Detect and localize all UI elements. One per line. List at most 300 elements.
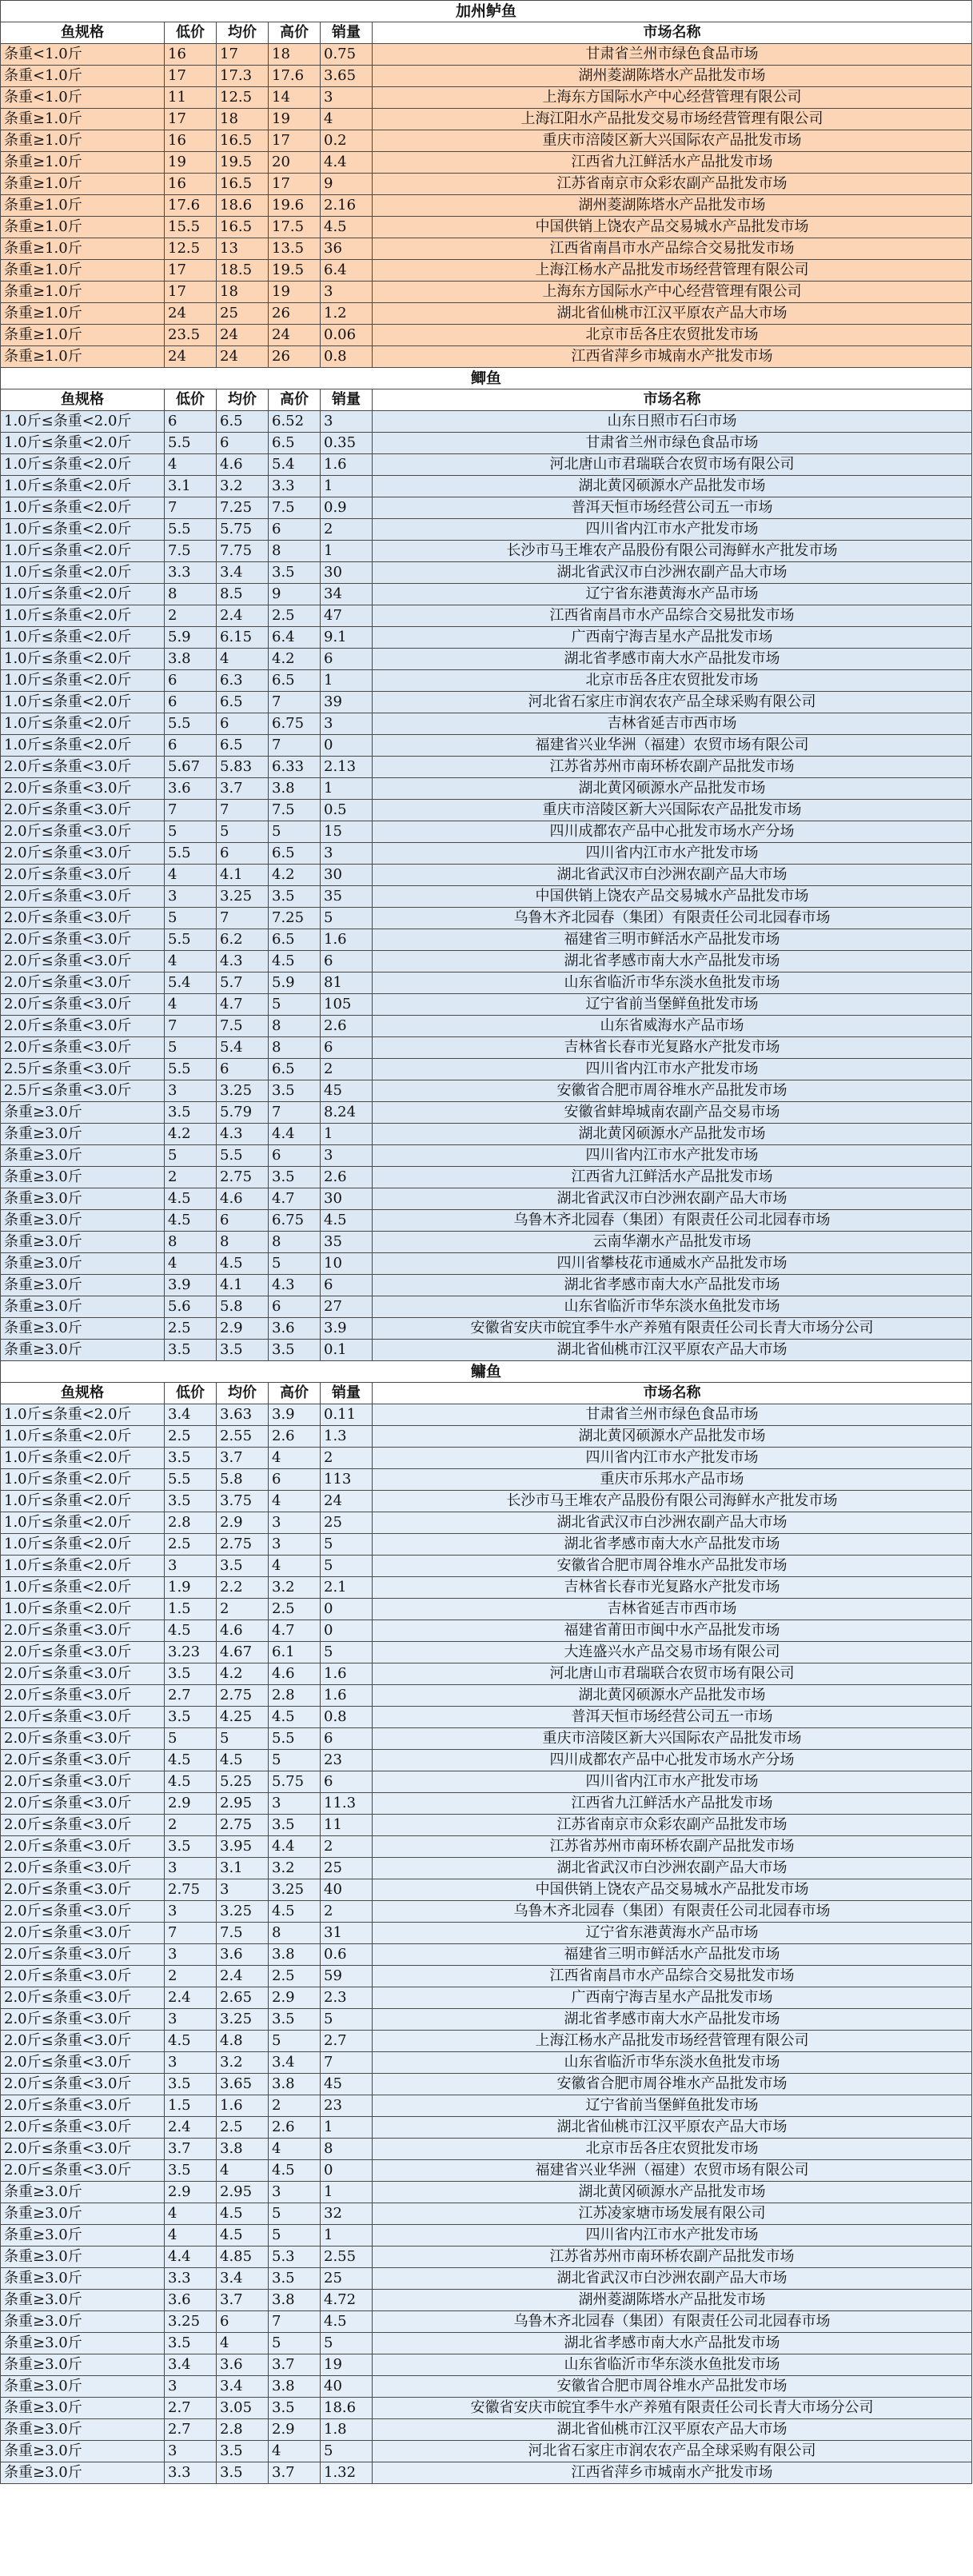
table-row [1, 2311, 972, 2333]
cell-low: 3.3 [165, 2462, 217, 2484]
cell-low: 3 [165, 2009, 217, 2031]
cell-avg: 5.79 [217, 1102, 269, 1124]
cell-low: 5.5 [165, 1059, 217, 1080]
cell-low: 3.1 [165, 476, 217, 497]
cell-spec: 条重≥3.0斤 [1, 1210, 165, 1232]
section-title: 鳙鱼 [1, 1361, 972, 1383]
table-row [1, 2225, 972, 2247]
header-vol: 销量 [321, 1383, 373, 1404]
cell-low: 4.5 [165, 1188, 217, 1210]
cell-avg: 4.67 [217, 1642, 269, 1663]
header-vol: 销量 [321, 22, 373, 44]
cell-avg: 3 [217, 1879, 269, 1901]
cell-spec: 2.0斤≤条重<3.0斤 [1, 1685, 165, 1707]
cell-market: 安徽省合肥市周谷堆水产品批发市场 [373, 2376, 972, 2398]
cell-market: 山东省临沂市华东淡水鱼批发市场 [373, 1296, 972, 1318]
cell-spec: 2.5斤≤条重<3.0斤 [1, 1080, 165, 1102]
cell-low: 17 [165, 260, 217, 282]
cell-avg: 3.5 [217, 2462, 269, 2484]
cell-vol: 2 [321, 1901, 373, 1923]
cell-low: 3.9 [165, 1275, 217, 1296]
table-row [1, 2095, 972, 2117]
cell-market: 乌鲁木齐北园春（集团）有限责任公司北园春市场 [373, 908, 972, 929]
section-title-row [1, 368, 972, 389]
cell-low: 3.6 [165, 2290, 217, 2311]
cell-market: 江西省九江鲜活水产品批发市场 [373, 1167, 972, 1188]
cell-high: 7 [269, 2311, 321, 2333]
cell-spec: 1.0斤≤条重<2.0斤 [1, 605, 165, 627]
cell-spec: 条重<1.0斤 [1, 87, 165, 109]
table-row [1, 1253, 972, 1275]
cell-spec: 1.0斤≤条重<2.0斤 [1, 713, 165, 735]
cell-spec: 1.0斤≤条重<2.0斤 [1, 1404, 165, 1426]
table-row [1, 1167, 972, 1188]
cell-avg: 1.6 [217, 2095, 269, 2117]
cell-low: 3 [165, 2441, 217, 2462]
cell-avg: 19.5 [217, 152, 269, 174]
cell-high: 8 [269, 1232, 321, 1253]
header-high: 高价 [269, 389, 321, 411]
cell-spec: 1.0斤≤条重<2.0斤 [1, 1556, 165, 1577]
cell-low: 6 [165, 692, 217, 713]
cell-market: 长沙市马王堆农产品股份有限公司海鲜水产批发市场 [373, 541, 972, 562]
cell-low: 2.7 [165, 2398, 217, 2419]
cell-avg: 16.5 [217, 174, 269, 195]
cell-high: 3.7 [269, 2354, 321, 2376]
cell-avg: 3.05 [217, 2398, 269, 2419]
table-row [1, 1685, 972, 1707]
cell-vol: 35 [321, 1232, 373, 1253]
table-row [1, 1556, 972, 1577]
cell-high: 6.52 [269, 411, 321, 433]
table-row [1, 1577, 972, 1599]
cell-vol: 7 [321, 2052, 373, 2074]
cell-avg: 4.2 [217, 1663, 269, 1685]
cell-market: 中国供销上饶农产品交易城水产品批发市场 [373, 886, 972, 908]
cell-avg: 4.6 [217, 1620, 269, 1642]
cell-market: 辽宁省东港黄海水产品市场 [373, 584, 972, 605]
cell-market: 江西省南昌市水产品综合交易批发市场 [373, 1966, 972, 1987]
cell-avg: 7 [217, 800, 269, 821]
cell-spec: 1.0斤≤条重<2.0斤 [1, 692, 165, 713]
table-row [1, 238, 972, 260]
table-row [1, 303, 972, 325]
cell-high: 3 [269, 1512, 321, 1534]
cell-vol: 1.6 [321, 454, 373, 476]
table-row [1, 174, 972, 195]
cell-avg: 4 [217, 2160, 269, 2182]
cell-vol: 5 [321, 2441, 373, 2462]
cell-high: 7 [269, 735, 321, 757]
cell-low: 4.4 [165, 2247, 217, 2268]
table-row [1, 562, 972, 584]
cell-market: 福建省莆田市闽中水产品批发市场 [373, 1620, 972, 1642]
cell-high: 6 [269, 1145, 321, 1167]
cell-vol: 45 [321, 1080, 373, 1102]
cell-high: 19.6 [269, 195, 321, 217]
cell-avg: 7.5 [217, 1923, 269, 1944]
cell-market: 重庆市涪陵区新大兴国际农产品批发市场 [373, 1728, 972, 1750]
cell-market: 上海江阳水产品批发交易市场经营管理有限公司 [373, 109, 972, 130]
cell-avg: 4 [217, 2333, 269, 2354]
cell-avg: 2.95 [217, 1793, 269, 1815]
cell-low: 3 [165, 1858, 217, 1879]
table-row [1, 1858, 972, 1879]
cell-market: 湖北黄冈硕源水产品批发市场 [373, 778, 972, 800]
cell-high: 20 [269, 152, 321, 174]
cell-vol: 5 [321, 1642, 373, 1663]
table-row [1, 454, 972, 476]
cell-vol: 4.72 [321, 2290, 373, 2311]
cell-high: 4.2 [269, 865, 321, 886]
cell-spec: 条重≥3.0斤 [1, 1232, 165, 1253]
cell-high: 26 [269, 346, 321, 368]
table-row [1, 1879, 972, 1901]
header-market: 市场名称 [373, 1383, 972, 1404]
cell-avg: 6.2 [217, 929, 269, 951]
cell-high: 3.8 [269, 2290, 321, 2311]
cell-low: 5.67 [165, 757, 217, 778]
cell-market: 湖北省武汉市白沙洲农副产品大市场 [373, 865, 972, 886]
cell-high: 3 [269, 1793, 321, 1815]
cell-high: 8 [269, 1923, 321, 1944]
cell-vol: 25 [321, 1512, 373, 1534]
cell-vol: 1.6 [321, 929, 373, 951]
cell-spec: 1.0斤≤条重<2.0斤 [1, 1448, 165, 1469]
cell-low: 2.4 [165, 2117, 217, 2139]
cell-spec: 2.0斤≤条重<3.0斤 [1, 1858, 165, 1879]
cell-market: 山东日照市石臼市场 [373, 411, 972, 433]
cell-vol: 5 [321, 2009, 373, 2031]
cell-high: 4.5 [269, 951, 321, 972]
cell-market: 中国供销上饶农产品交易城水产品批发市场 [373, 217, 972, 238]
table-row [1, 541, 972, 562]
cell-vol: 4.5 [321, 217, 373, 238]
cell-spec: 条重<1.0斤 [1, 66, 165, 87]
cell-high: 3.5 [269, 1815, 321, 1836]
cell-high: 6.5 [269, 433, 321, 454]
cell-avg: 3.65 [217, 2074, 269, 2095]
cell-avg: 4.5 [217, 2203, 269, 2225]
cell-high: 6 [269, 519, 321, 541]
cell-high: 4 [269, 2441, 321, 2462]
cell-vol: 2 [321, 1448, 373, 1469]
cell-high: 4.7 [269, 1620, 321, 1642]
cell-low: 3.5 [165, 2074, 217, 2095]
cell-vol: 113 [321, 1469, 373, 1491]
cell-low: 3 [165, 2376, 217, 2398]
cell-high: 18 [269, 44, 321, 66]
cell-market: 福建省三明市鲜活水产品批发市场 [373, 1944, 972, 1966]
cell-spec: 2.0斤≤条重<3.0斤 [1, 972, 165, 994]
table-row [1, 2290, 972, 2311]
cell-low: 3.5 [165, 1448, 217, 1469]
cell-vol: 0.6 [321, 1944, 373, 1966]
cell-market: 安徽省合肥市周谷堆水产品批发市场 [373, 1556, 972, 1577]
cell-avg: 2.9 [217, 1512, 269, 1534]
cell-avg: 8.5 [217, 584, 269, 605]
cell-market: 上海东方国际水产中心经营管理有限公司 [373, 282, 972, 303]
cell-avg: 3.8 [217, 2139, 269, 2160]
cell-vol: 0.8 [321, 346, 373, 368]
cell-market: 甘肃省兰州市绿色食品市场 [373, 433, 972, 454]
table-row [1, 476, 972, 497]
cell-spec: 2.0斤≤条重<3.0斤 [1, 1016, 165, 1037]
cell-market: 山东省威海水产品市场 [373, 1016, 972, 1037]
cell-vol: 2.16 [321, 195, 373, 217]
cell-market: 四川省内江市水产批发市场 [373, 519, 972, 541]
cell-market: 四川成都农产品中心批发市场水产分场 [373, 821, 972, 843]
cell-avg: 3.5 [217, 1340, 269, 1361]
cell-high: 17.6 [269, 66, 321, 87]
cell-avg: 4.1 [217, 1275, 269, 1296]
cell-vol: 1.6 [321, 1685, 373, 1707]
cell-avg: 5.75 [217, 519, 269, 541]
cell-market: 湖州菱湖陈塔水产品批发市场 [373, 66, 972, 87]
cell-low: 4 [165, 951, 217, 972]
cell-low: 3 [165, 1901, 217, 1923]
cell-low: 3 [165, 1556, 217, 1577]
cell-vol: 32 [321, 2203, 373, 2225]
cell-vol: 2.7 [321, 2031, 373, 2052]
cell-spec: 2.0斤≤条重<3.0斤 [1, 1707, 165, 1728]
cell-market: 湖北省孝感市南大水产品批发市场 [373, 1534, 972, 1556]
cell-market: 四川省内江市水产批发市场 [373, 1145, 972, 1167]
cell-high: 3.8 [269, 2074, 321, 2095]
table-row [1, 1404, 972, 1426]
cell-high: 4 [269, 2139, 321, 2160]
cell-low: 5 [165, 1728, 217, 1750]
cell-vol: 2.6 [321, 1167, 373, 1188]
cell-high: 3.8 [269, 2376, 321, 2398]
cell-market: 四川省内江市水产批发市场 [373, 843, 972, 865]
cell-avg: 4.5 [217, 1253, 269, 1275]
cell-avg: 3.4 [217, 2376, 269, 2398]
cell-market: 湖北省仙桃市江汉平原农产品大市场 [373, 1340, 972, 1361]
table-row [1, 1728, 972, 1750]
cell-market: 河北唐山市君瑞联合农贸市场有限公司 [373, 454, 972, 476]
cell-high: 3.5 [269, 2268, 321, 2290]
cell-spec: 2.0斤≤条重<3.0斤 [1, 2160, 165, 2182]
cell-high: 3.2 [269, 1577, 321, 1599]
cell-high: 7 [269, 1102, 321, 1124]
cell-avg: 3.4 [217, 562, 269, 584]
cell-high: 6.5 [269, 670, 321, 692]
cell-vol: 6.4 [321, 260, 373, 282]
cell-high: 7.5 [269, 497, 321, 519]
cell-market: 江苏省苏州市南环桥农副产品批发市场 [373, 1836, 972, 1858]
cell-vol: 34 [321, 584, 373, 605]
cell-avg: 3.25 [217, 886, 269, 908]
cell-avg: 5.4 [217, 1037, 269, 1059]
cell-low: 15.5 [165, 217, 217, 238]
cell-market: 江西省萍乡市城南水产批发市场 [373, 2462, 972, 2484]
cell-market: 重庆市乐邦水产品市场 [373, 1469, 972, 1491]
cell-spec: 2.0斤≤条重<3.0斤 [1, 1037, 165, 1059]
cell-low: 2.8 [165, 1512, 217, 1534]
cell-avg: 3.6 [217, 1944, 269, 1966]
section-title: 加州鲈鱼 [1, 1, 972, 22]
table-row [1, 433, 972, 454]
cell-spec: 条重≥3.0斤 [1, 1296, 165, 1318]
cell-vol: 18.6 [321, 2398, 373, 2419]
table-row [1, 1987, 972, 2009]
cell-low: 3.23 [165, 1642, 217, 1663]
table-row [1, 1901, 972, 1923]
cell-vol: 1 [321, 476, 373, 497]
cell-low: 2 [165, 1966, 217, 1987]
cell-vol: 0 [321, 735, 373, 757]
table-row [1, 2052, 972, 2074]
cell-vol: 45 [321, 2074, 373, 2095]
cell-spec: 1.0斤≤条重<2.0斤 [1, 735, 165, 757]
cell-avg: 6 [217, 1059, 269, 1080]
cell-low: 3.5 [165, 1102, 217, 1124]
cell-spec: 1.0斤≤条重<2.0斤 [1, 1469, 165, 1491]
cell-low: 3 [165, 2052, 217, 2074]
cell-low: 1.5 [165, 1599, 217, 1620]
cell-high: 3.5 [269, 2009, 321, 2031]
table-row [1, 1210, 972, 1232]
table-row [1, 1512, 972, 1534]
cell-market: 长沙市马王堆农产品股份有限公司海鲜水产批发市场 [373, 1491, 972, 1512]
cell-avg: 5.25 [217, 1771, 269, 1793]
cell-high: 6 [269, 1469, 321, 1491]
cell-low: 3.5 [165, 1836, 217, 1858]
cell-low: 16 [165, 174, 217, 195]
cell-high: 3.5 [269, 886, 321, 908]
cell-market: 吉林省延吉市西市场 [373, 1599, 972, 1620]
cell-high: 9 [269, 584, 321, 605]
cell-avg: 3.63 [217, 1404, 269, 1426]
cell-low: 4 [165, 454, 217, 476]
cell-avg: 18 [217, 282, 269, 303]
cell-low: 2 [165, 605, 217, 627]
cell-vol: 6 [321, 1771, 373, 1793]
cell-market: 吉林省延吉市西市场 [373, 713, 972, 735]
table-row [1, 1124, 972, 1145]
cell-spec: 2.0斤≤条重<3.0斤 [1, 1901, 165, 1923]
cell-avg: 2.75 [217, 1815, 269, 1836]
cell-high: 4.7 [269, 1188, 321, 1210]
cell-market: 山东省临沂市华东淡水鱼批发市场 [373, 2052, 972, 2074]
cell-low: 2.5 [165, 1426, 217, 1448]
cell-high: 5.75 [269, 1771, 321, 1793]
cell-market: 湖北省孝感市南大水产品批发市场 [373, 649, 972, 670]
table-row [1, 1469, 972, 1491]
cell-market: 大连盛兴水产品交易市场有限公司 [373, 1642, 972, 1663]
header-avg: 均价 [217, 1383, 269, 1404]
cell-high: 6.75 [269, 713, 321, 735]
cell-market: 四川省内江市水产批发市场 [373, 1771, 972, 1793]
cell-high: 5 [269, 1253, 321, 1275]
cell-vol: 0.35 [321, 433, 373, 454]
table-row [1, 44, 972, 66]
table-row [1, 66, 972, 87]
cell-low: 3.5 [165, 1707, 217, 1728]
cell-low: 5 [165, 821, 217, 843]
cell-high: 24 [269, 325, 321, 346]
cell-vol: 31 [321, 1923, 373, 1944]
cell-vol: 1.3 [321, 1426, 373, 1448]
cell-avg: 6.3 [217, 670, 269, 692]
cell-spec: 条重≥1.0斤 [1, 346, 165, 368]
cell-vol: 4.5 [321, 2311, 373, 2333]
cell-high: 17 [269, 174, 321, 195]
cell-low: 3.4 [165, 2354, 217, 2376]
table-row [1, 886, 972, 908]
cell-vol: 3 [321, 1145, 373, 1167]
table-row [1, 649, 972, 670]
cell-avg: 5.8 [217, 1296, 269, 1318]
cell-low: 3.5 [165, 1663, 217, 1685]
cell-low: 5 [165, 908, 217, 929]
cell-low: 2 [165, 1815, 217, 1836]
table-row [1, 778, 972, 800]
header-row [1, 389, 972, 411]
cell-spec: 条重≥1.0斤 [1, 152, 165, 174]
cell-avg: 2.55 [217, 1426, 269, 1448]
cell-low: 5.4 [165, 972, 217, 994]
cell-market: 甘肃省兰州市绿色食品市场 [373, 44, 972, 66]
table-row [1, 1145, 972, 1167]
cell-avg: 6.15 [217, 627, 269, 649]
cell-high: 3.8 [269, 1944, 321, 1966]
cell-market: 四川省内江市水产批发市场 [373, 1448, 972, 1469]
cell-high: 4 [269, 1448, 321, 1469]
cell-market: 安徽省安庆市皖宜季牛水产养殖有限责任公司长青大市场分公司 [373, 1318, 972, 1340]
cell-spec: 条重≥1.0斤 [1, 282, 165, 303]
cell-vol: 2.3 [321, 1987, 373, 2009]
cell-spec: 条重≥3.0斤 [1, 2268, 165, 2290]
cell-market: 安徽省合肥市周谷堆水产品批发市场 [373, 1080, 972, 1102]
cell-vol: 4 [321, 109, 373, 130]
table-row [1, 735, 972, 757]
cell-spec: 2.0斤≤条重<3.0斤 [1, 2139, 165, 2160]
cell-market: 乌鲁木齐北园春（集团）有限责任公司北园春市场 [373, 1901, 972, 1923]
cell-spec: 2.0斤≤条重<3.0斤 [1, 1836, 165, 1858]
cell-market: 普洱天恒市场经营公司五一市场 [373, 1707, 972, 1728]
cell-vol: 1.2 [321, 303, 373, 325]
table-row [1, 1016, 972, 1037]
cell-vol: 0.75 [321, 44, 373, 66]
cell-market: 上海江杨水产品批发市场经营管理有限公司 [373, 260, 972, 282]
cell-low: 3.8 [165, 649, 217, 670]
cell-avg: 2.8 [217, 2419, 269, 2441]
table-row [1, 951, 972, 972]
cell-market: 四川成都农产品中心批发市场水产分场 [373, 1750, 972, 1771]
cell-high: 2.5 [269, 605, 321, 627]
cell-spec: 条重≥1.0斤 [1, 303, 165, 325]
cell-low: 2.5 [165, 1534, 217, 1556]
cell-market: 河北省石家庄市润农农产品全球采购有限公司 [373, 692, 972, 713]
cell-low: 4 [165, 994, 217, 1016]
table-row [1, 2182, 972, 2203]
cell-spec: 条重<1.0斤 [1, 44, 165, 66]
cell-avg: 24 [217, 346, 269, 368]
cell-market: 乌鲁木齐北园春（集团）有限责任公司北园春市场 [373, 2311, 972, 2333]
table-row [1, 1426, 972, 1448]
cell-market: 湖州菱湖陈塔水产品批发市场 [373, 195, 972, 217]
cell-avg: 3.95 [217, 1836, 269, 1858]
cell-vol: 5 [321, 1534, 373, 1556]
cell-high: 2.6 [269, 2117, 321, 2139]
cell-low: 17 [165, 66, 217, 87]
cell-vol: 3.9 [321, 1318, 373, 1340]
cell-market: 湖北黄冈硕源水产品批发市场 [373, 1685, 972, 1707]
cell-spec: 条重≥1.0斤 [1, 217, 165, 238]
cell-low: 7 [165, 1923, 217, 1944]
